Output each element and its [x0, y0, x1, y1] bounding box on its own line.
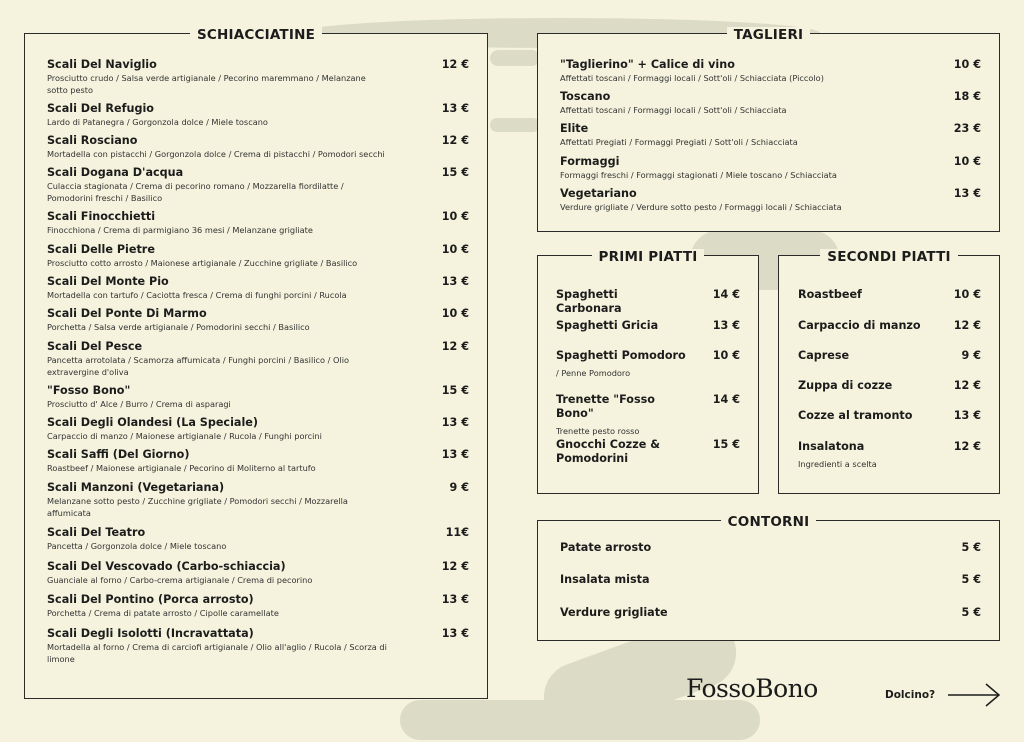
menu-item-price: 13 € [953, 187, 981, 200]
schiacciatine-section [24, 27, 488, 699]
taglieri-menu-item [538, 58, 999, 85]
menu-item-description: Prosciutto cotto arrosto / Maionese artigianale / Zucchine grigliate / Basilico [47, 258, 358, 268]
menu-item-name: Scali Del Teatro [47, 526, 146, 539]
menu-item-description: Prosciutto d' Alce / Burro / Crema di asparagi [47, 399, 231, 409]
menu-item-price: 10 € [441, 210, 469, 223]
menu-item-price: 10 € [441, 307, 469, 320]
menu-item-price: 13 € [441, 275, 469, 288]
menu-item-name: Scali Degli Olandesi (La Speciale) [47, 416, 258, 429]
menu-item-name: Formaggi [560, 155, 620, 168]
menu-item-name: Caprese [798, 349, 850, 362]
menu-item-price: 10 € [953, 288, 981, 301]
menu-item-price: 13 € [953, 409, 981, 422]
menu-item-price: 13 € [712, 319, 740, 332]
menu-item-name: Scali Manzoni (Vegetariana) [47, 481, 225, 494]
menu-item-description: Roastbeef / Maionese artigianale / Pecorino di Moliterno al tartufo [47, 463, 316, 473]
primi-menu-item [538, 438, 758, 466]
menu-item-name: Carpaccio di manzo [798, 319, 921, 332]
menu-item-name: Insalatona [798, 440, 865, 453]
schiacciatine-menu-item [25, 560, 487, 587]
menu-item-description: Prosciutto crudo / Salsa verde artigianale / Pecorino maremmano / Melanzane sotto pesto [47, 73, 366, 95]
taglieri-menu-item [538, 90, 999, 117]
menu-item-price: 13 € [441, 593, 469, 606]
menu-item-description: Culaccia stagionata / Crema di pecorino romano / Mozzarella fiordilatte / Pomodorini freschi / Basilico [47, 181, 344, 203]
menu-item-price: 15 € [441, 384, 469, 397]
arrow-right-icon[interactable] [946, 681, 1002, 709]
menu-item-price: 14 € [712, 393, 740, 406]
menu-item-name: Scali Delle Pietre [47, 243, 155, 256]
secondi-section [778, 249, 1000, 494]
menu-item-name: Scali Del Ponte Di Marmo [47, 307, 207, 320]
primi-menu-item [538, 393, 758, 438]
menu-item-price: 18 € [953, 90, 981, 103]
schiacciatine-menu-item [25, 166, 487, 204]
schiacciatine-menu-item [25, 243, 487, 270]
menu-item-price: 11€ [445, 526, 469, 539]
menu-item-name: Cozze al tramonto [798, 409, 913, 422]
schiacciatine-menu-item [25, 134, 487, 161]
background-shape [490, 118, 540, 132]
schiacciatine-menu-item [25, 58, 487, 96]
menu-item-name: Scali Del Pontino (Porca arrosto) [47, 593, 254, 606]
menu-item-price: 13 € [441, 627, 469, 640]
menu-item-description: Melanzane sotto pesto / Zucchine grigliate / Pomodori secchi / Mozzarella affumicata [47, 496, 348, 518]
menu-item-description: Mortadella con tartufo / Caciotta fresca / Crema di funghi porcini / Rucola [47, 290, 347, 300]
menu-item-price: 5 € [961, 606, 981, 619]
secondi-menu-item [779, 379, 999, 393]
menu-item-price: 12 € [441, 134, 469, 147]
menu-item-name: Scali Del Monte Pio [47, 275, 169, 288]
menu-item-description: Trenette pesto rosso [556, 426, 640, 436]
primi-title: PRIMI PIATTI [592, 249, 705, 265]
menu-item-price: 13 € [441, 416, 469, 429]
menu-item-description: Ingredienti a scelta [798, 459, 877, 469]
menu-item-name: Toscano [560, 90, 611, 103]
menu-item-price: 12 € [953, 379, 981, 392]
menu-item-name: Scali Degli Isolotti (Incravattata) [47, 627, 254, 640]
menu-item-name: Trenette "Fosso Bono" [556, 393, 655, 420]
taglieri-menu-item [538, 187, 999, 214]
taglieri-menu-item [538, 122, 999, 149]
secondi-menu-item [779, 349, 999, 363]
menu-item-price: 12 € [953, 440, 981, 453]
menu-item-price: 5 € [961, 573, 981, 586]
menu-item-price: 9 € [449, 481, 469, 494]
menu-item-name: "Taglierino" + Calice di vino [560, 58, 735, 71]
schiacciatine-menu-item [25, 340, 487, 378]
menu-item-description: Carpaccio di manzo / Maionese artigianale / Rucola / Funghi porcini [47, 431, 322, 441]
menu-item-description: Verdure grigliate / Verdure sotto pesto / Formaggi locali / Schiacciata [560, 202, 842, 212]
menu-item-price: 12 € [953, 319, 981, 332]
menu-item-description: Affettati toscani / Formaggi locali / Sott'oli / Schiacciata [560, 105, 787, 115]
schiacciatine-menu-item [25, 627, 487, 665]
secondi-title: SECONDI PIATTI [820, 249, 957, 265]
menu-item-name: Verdure grigliate [560, 606, 668, 619]
schiacciatine-menu-item [25, 275, 487, 302]
menu-item-name: Scali Del Vescovado (Carbo-schiaccia) [47, 560, 286, 573]
menu-item-name: Scali Saffi (Del Giorno) [47, 448, 190, 461]
menu-item-description: Formaggi freschi / Formaggi stagionati / Miele toscano / Schiacciata [560, 170, 837, 180]
schiacciatine-menu-item [25, 384, 487, 411]
menu-item-description: Pancetta arrotolata / Scamorza affumicata / Funghi porcini / Basilico / Olio extravergine d'oliva [47, 355, 349, 377]
taglieri-menu-item [538, 155, 999, 182]
menu-item-name: Scali Finocchietti [47, 210, 156, 223]
menu-item-name: Patate arrosto [560, 541, 652, 554]
contorni-menu-item [538, 541, 999, 555]
schiacciatine-menu-item [25, 593, 487, 620]
menu-item-name: Insalata mista [560, 573, 650, 586]
menu-item-price: 12 € [441, 340, 469, 353]
secondi-menu-item [779, 409, 999, 423]
menu-item-description: Finocchiona / Crema di parmigiano 36 mesi / Melanzane grigliate [47, 225, 313, 235]
menu-item-price: 10 € [953, 58, 981, 71]
menu-item-price: 5 € [961, 541, 981, 554]
menu-item-name: Spaghetti Carbonara [556, 288, 622, 315]
contorni-menu-item [538, 573, 999, 587]
schiacciatine-menu-item [25, 102, 487, 129]
menu-item-price: 15 € [441, 166, 469, 179]
menu-item-price: 13 € [441, 448, 469, 461]
menu-item-price: 10 € [712, 349, 740, 362]
menu-item-description: Lardo di Patanegra / Gorgonzola dolce / Miele toscano [47, 117, 268, 127]
menu-item-description: Mortadella con pistacchi / Gorgonzola dolce / Crema di pistacchi / Pomodori secchi [47, 149, 385, 159]
menu-item-name: Scali Dogana D'acqua [47, 166, 184, 179]
contorni-menu-item [538, 606, 999, 620]
secondi-menu-item [779, 319, 999, 333]
menu-item-name: Spaghetti Gricia [556, 319, 659, 332]
menu-item-price: 9 € [961, 349, 981, 362]
menu-item-name: Spaghetti Pomodoro [556, 349, 686, 362]
contorni-title: CONTORNI [721, 514, 817, 530]
menu-item-description: Porchetta / Crema di patate arrosto / Cipolle caramellate [47, 608, 279, 618]
menu-item-price: 15 € [712, 438, 740, 451]
menu-item-description: Pancetta / Gorgonzola dolce / Miele toscano [47, 541, 227, 551]
schiacciatine-menu-item [25, 481, 487, 519]
menu-item-price: 23 € [953, 122, 981, 135]
menu-item-name: Roastbeef [798, 288, 862, 301]
menu-item-name: Scali Del Naviglio [47, 58, 157, 71]
taglieri-title: TAGLIERI [727, 27, 811, 43]
menu-item-description: Porchetta / Salsa verde artigianale / Pomodorini secchi / Basilico [47, 322, 310, 332]
schiacciatine-menu-item [25, 210, 487, 237]
background-shape [490, 50, 540, 66]
menu-item-name: Elite [560, 122, 589, 135]
menu-item-price: 10 € [953, 155, 981, 168]
primi-menu-item [538, 288, 758, 316]
primi-section [537, 249, 759, 494]
schiacciatine-menu-item [25, 416, 487, 443]
schiacciatine-menu-item [25, 526, 487, 553]
menu-item-name: Gnocchi Cozze & Pomodorini [556, 438, 660, 465]
primi-menu-item [538, 349, 758, 380]
taglieri-section [537, 27, 1000, 232]
dolcino-link[interactable]: Dolcino? [885, 689, 936, 701]
menu-item-name: "Fosso Bono" [47, 384, 131, 397]
menu-item-description: / Penne Pomodoro [556, 368, 631, 378]
contorni-section [537, 514, 1000, 641]
menu-item-price: 12 € [441, 560, 469, 573]
schiacciatine-title: SCHIACCIATINE [190, 27, 322, 43]
menu-item-name: Vegetariano [560, 187, 637, 200]
menu-item-price: 12 € [441, 58, 469, 71]
secondi-menu-item [779, 440, 999, 471]
fossobono-logo: FossoBono [686, 674, 818, 703]
schiacciatine-menu-item [25, 448, 487, 475]
menu-item-price: 13 € [441, 102, 469, 115]
secondi-menu-item [779, 288, 999, 302]
schiacciatine-menu-item [25, 307, 487, 334]
menu-item-price: 10 € [441, 243, 469, 256]
menu-item-price: 14 € [712, 288, 740, 301]
menu-item-name: Zuppa di cozze [798, 379, 893, 392]
menu-item-description: Mortadella al forno / Crema di carciofi artigianale / Olio all'aglio / Rucola / Scorza di limone [47, 642, 387, 664]
background-shape [400, 700, 760, 740]
menu-item-description: Affettati Pregiati / Formaggi Pregiati / Sott'oli / Schiacciata [560, 137, 798, 147]
menu-item-name: Scali Rosciano [47, 134, 138, 147]
menu-item-description: Affettati toscani / Formaggi locali / Sott'oli / Schiacciata (Piccolo) [560, 73, 824, 83]
primi-menu-item [538, 319, 758, 333]
menu-item-name: Scali Del Refugio [47, 102, 154, 115]
menu-item-name: Scali Del Pesce [47, 340, 143, 353]
menu-item-description: Guanciale al forno / Carbo-crema artigianale / Crema di pecorino [47, 575, 313, 585]
